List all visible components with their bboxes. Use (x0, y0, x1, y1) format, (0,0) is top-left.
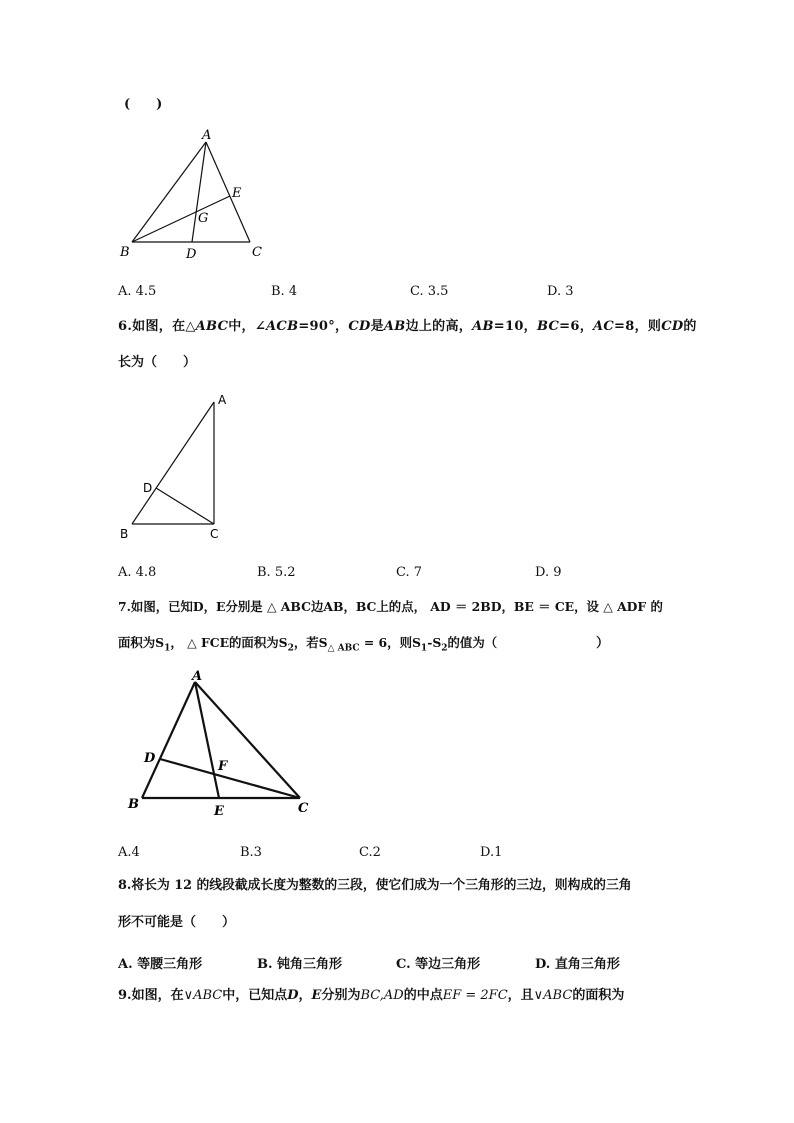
q8-question-line1: 8.将长为 12 的线段截成长度为整数的三段，使它们成为一个三角形的三边，则构成的三角 (118, 878, 632, 893)
q6-label-a: A (218, 393, 227, 407)
q7-label-c: C (298, 801, 309, 816)
q7-question-line1: 7.如图，已知D，E分别是 △ ABC边AB，BC上的点， AD ＝ 2BD，BE ＝ CE，设 △ ADF 的 (118, 599, 663, 614)
q7-question-line2: 面积为$S_1$， △ FCE的面积为$S_2$，若$S_{\triangle ABC} = 6$，则$S_1-S_2$的值为（ (118, 635, 498, 654)
q6-question-line1: 6.如图，在△ABC中，∠ACB=90°，CD是AB边上的高，AB=10，BC=6，AC=8，则CD的 (118, 319, 697, 334)
q6-option-c: C. 7 (396, 565, 423, 580)
q7-option-c: C.2 (359, 845, 381, 860)
q5-option-a: A. 4.5 (118, 284, 157, 299)
q5-option-b: B. 4 (271, 284, 298, 299)
q5-answer-paren: ( ) (124, 97, 163, 112)
q6-option-d: D. 9 (535, 565, 562, 580)
q5-figure (116, 130, 276, 260)
q7-label-b: B (128, 797, 139, 812)
q7-figure (122, 670, 322, 820)
q8-option-a: A. 等腰三角形 (118, 957, 203, 972)
q6-label-c: C (210, 527, 219, 541)
q8-option-c: C. 等边三角形 (396, 957, 481, 972)
q5-label-b: B (120, 245, 130, 260)
q6-option-b: B. 5.2 (257, 565, 296, 580)
q5-label-d: D (186, 247, 197, 262)
q9-question-line1: 9.如图，在∨ABC中，已知点D，E分别为BC,AD的中点EF = 2FC，且∨ABC的面积为 (118, 988, 625, 1003)
q7-label-f: F (218, 759, 228, 774)
q7-option-a: A.4 (118, 845, 140, 860)
q7-answer-paren-close: ） (596, 636, 610, 651)
q8-option-b: B. 钝角三角形 (257, 957, 343, 972)
q8-question-line2: 形不可能是（ ） (118, 915, 236, 930)
q7-option-b: B.3 (240, 845, 262, 860)
q5-label-e: E (232, 186, 242, 201)
q6-label-b: B (120, 527, 129, 541)
q5-label-g: G (198, 211, 209, 226)
q5-label-a: A (202, 128, 212, 143)
q7-option-d: D.1 (480, 845, 503, 860)
q5-option-d: D. 3 (547, 284, 574, 299)
q6-option-a: A. 4.8 (118, 565, 157, 580)
q8-option-d: D. 直角三角形 (535, 957, 620, 972)
q7-label-d: D (144, 751, 156, 766)
q5-label-c: C (252, 245, 262, 260)
q7-label-a: A (192, 669, 203, 684)
q6-figure (118, 392, 238, 542)
q5-option-c: C. 3.5 (410, 284, 449, 299)
q6-question-line2: 长为（ ） (118, 355, 197, 370)
q7-label-e: E (214, 804, 224, 819)
q6-label-d: D (143, 481, 153, 495)
